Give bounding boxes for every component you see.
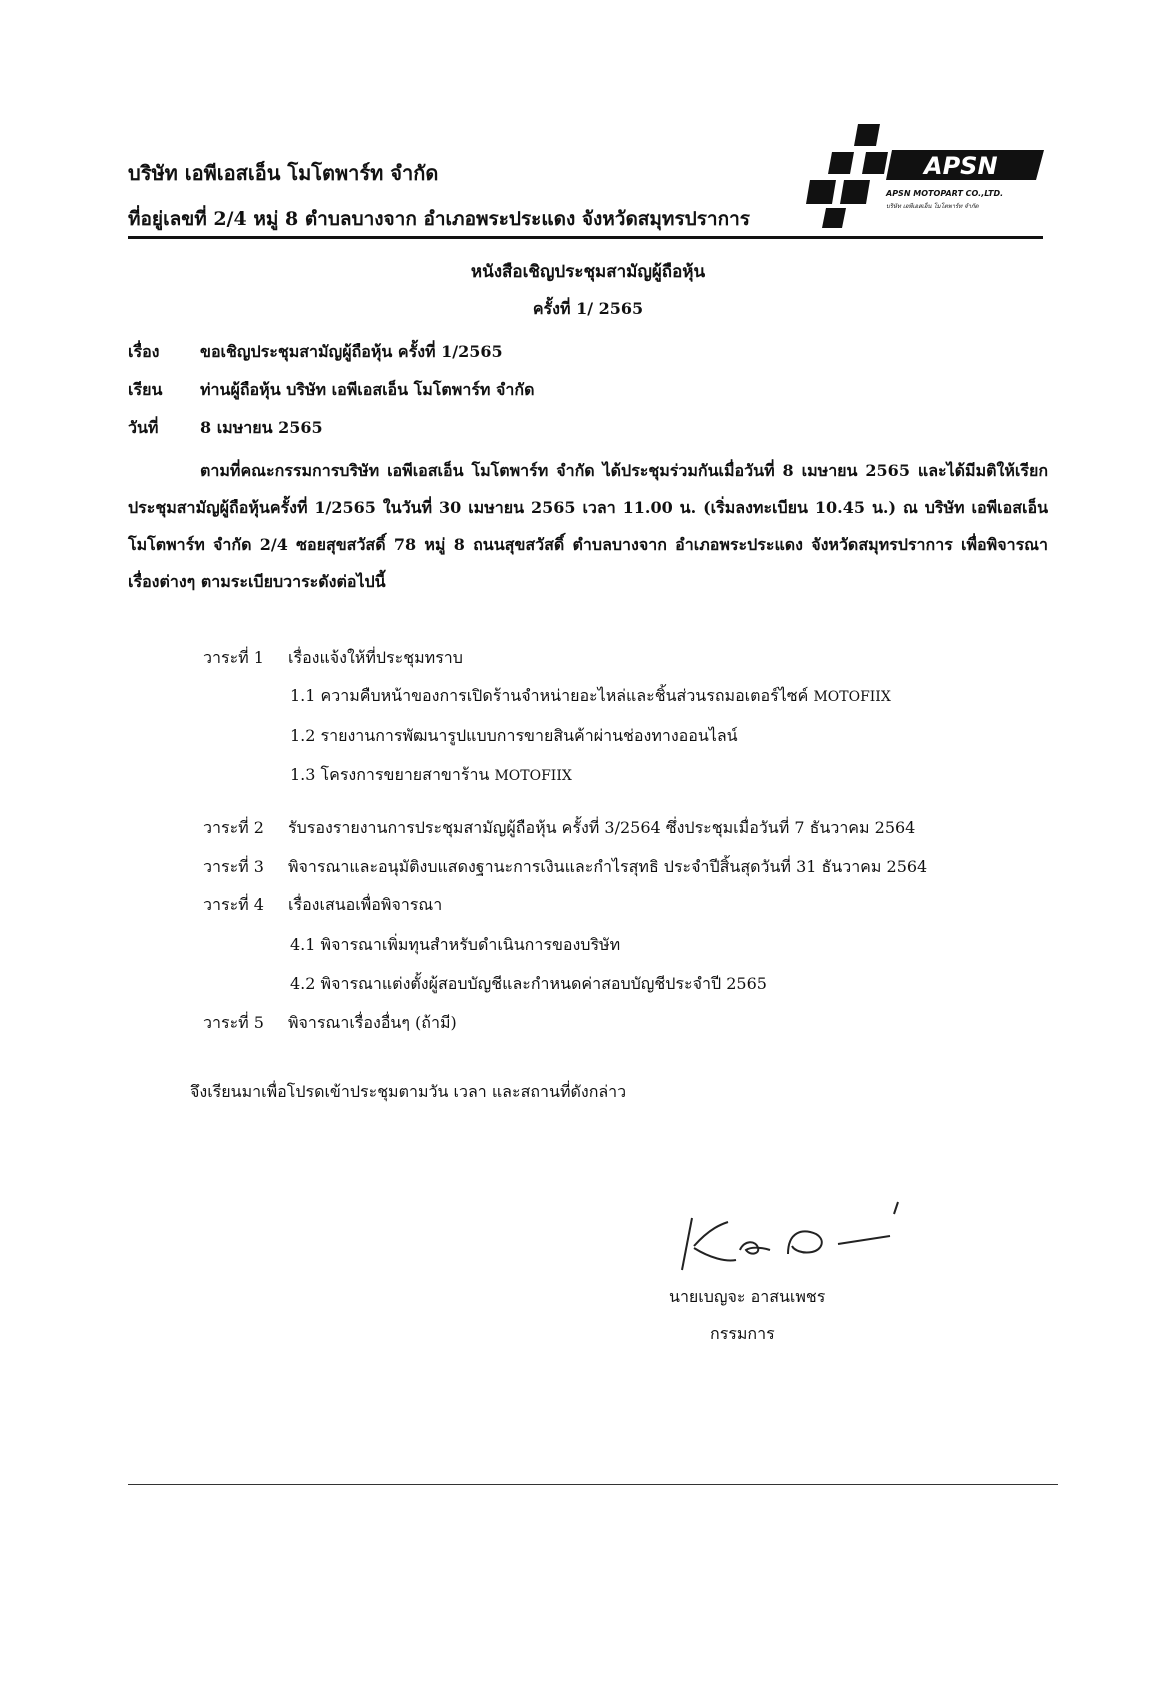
agenda-3-text: พิจารณาและอนุมัติงบแสดงฐานะการเงินและกำไรสุทธิ ประจำปีสิ้นสุดวันที่ 31 ธันวาคม 2564 <box>288 857 928 876</box>
date-label: วันที่ <box>128 418 159 437</box>
document-subtitle: ครั้งที่ 1/ 2565 <box>532 299 644 318</box>
date-value: 8 เมษายน 2565 <box>200 418 323 437</box>
agenda-item-1-1 <box>290 684 891 709</box>
recipient-label: เรียน <box>128 380 163 399</box>
logo-line2: บริษัท เอพีเอสเอ็น โมโตพาร์ท จำกัด <box>886 203 979 210</box>
logo-brand: APSN <box>924 152 998 180</box>
agenda-item-1-1-brand: MOTOFIIX <box>813 689 891 705</box>
company-name: บริษัท เอพีเอสเอ็น โมโตพาร์ท จำกัด <box>128 161 439 185</box>
logo-line1: APSN MOTOPART CO.,LTD. <box>886 189 1004 198</box>
handwritten-signature <box>670 1188 910 1278</box>
company-address: ที่อยู่เลขที่ 2/4 หมู่ 8 ตำบลบางจาก อำเภอพระประแดง จังหวัดสมุทรปราการ <box>128 208 750 230</box>
agenda-item-4-2: 4.2 พิจารณาแต่งตั้งผู้สอบบัญชีและกำหนดค่าสอบบัญชีประจำปี 2565 <box>290 974 767 993</box>
signer-name: นายเบญจะ อาสนเพชร <box>669 1287 826 1306</box>
agenda-item-4-1: 4.1 พิจารณาเพิ่มทุนสำหรับดำเนินการของบริษัท <box>290 935 621 954</box>
apsn-logo <box>806 124 1044 236</box>
signer-title: กรรมการ <box>710 1324 775 1343</box>
agenda-item-1-3 <box>290 763 572 788</box>
agenda-item-1-3-brand: MOTOFIIX <box>494 768 572 784</box>
body-paragraph: ตามที่คณะกรรมการบริษัท เอพีเอสเอ็น โมโตพาร์ท จำกัด ได้ประชุมร่วมกันเมื่อวันที่ 8 เมษายน 2565 และได้มีมติให้เรียกประชุมสามัญผู้ถือหุ้นครั้งที่ 1/2565 ในวันที่ 30 เมษายน 2565 เวลา 11.00 น. (เริ่มลงทะเบียน 10.45 น.) ณ บริษัท เอพีเอสเอ็น โมโตพาร์ท จำกัด 2/4 ซอยสุขสวัสดิ์ 78 หมู่ 8 ถนนสุขสวัสดิ์ ตำบลบางจาก อำเภอพระประแดง จังหวัดสมุทรปราการ เพื่อพิจารณาเรื่องต่างๆ ตามระเบียบวาระดังต่อไปนี้ <box>128 461 1048 591</box>
agenda-5-label: วาระที่ 5 <box>203 1013 264 1032</box>
agenda-2-label: วาระที่ 2 <box>203 818 264 837</box>
agenda-5-text: พิจารณาเรื่องอื่นๆ (ถ้ามี) <box>288 1013 457 1032</box>
agenda-1-text: เรื่องแจ้งให้ที่ประชุมทราบ <box>288 648 463 667</box>
agenda-item-1-3-text: 1.3 โครงการขยายสาขาร้าน <box>290 765 495 784</box>
subject-value: ขอเชิญประชุมสามัญผู้ถือหุ้น ครั้งที่ 1/2565 <box>200 342 503 361</box>
subject-label: เรื่อง <box>128 342 160 361</box>
closing-sentence: จึงเรียนมาเพื่อโปรดเข้าประชุมตามวัน เวลา และสถานที่ดังกล่าว <box>190 1082 627 1101</box>
agenda-1-label: วาระที่ 1 <box>203 648 264 667</box>
recipient-value: ท่านผู้ถือหุ้น บริษัท เอพีเอสเอ็น โมโตพาร์ท จำกัด <box>200 380 535 399</box>
agenda-item-1-2 <box>290 724 738 749</box>
agenda-4-label: วาระที่ 4 <box>203 895 264 914</box>
header-divider <box>128 236 1043 239</box>
footer-divider <box>128 1484 1058 1485</box>
document-title: หนังสือเชิญประชุมสามัญผู้ถือหุ้น <box>470 262 706 282</box>
agenda-4-text: เรื่องเสนอเพื่อพิจารณา <box>288 895 443 914</box>
agenda-2-text: รับรองรายงานการประชุมสามัญผู้ถือหุ้น ครั้งที่ 3/2564 ซึ่งประชุมเมื่อวันที่ 7 ธันวาคม 2564 <box>288 818 916 837</box>
agenda-item-1-1-text: 1.1 ความคืบหน้าของการเปิดร้านจำหน่ายอะไหล่และชิ้นส่วนรถมอเตอร์ไซค์ <box>290 686 814 705</box>
agenda-3-label: วาระที่ 3 <box>203 857 264 876</box>
agenda-item-1-2-text: 1.2 รายงานการพัฒนารูปแบบการขายสินค้าผ่านช่องทางออนไลน์ <box>290 726 738 745</box>
